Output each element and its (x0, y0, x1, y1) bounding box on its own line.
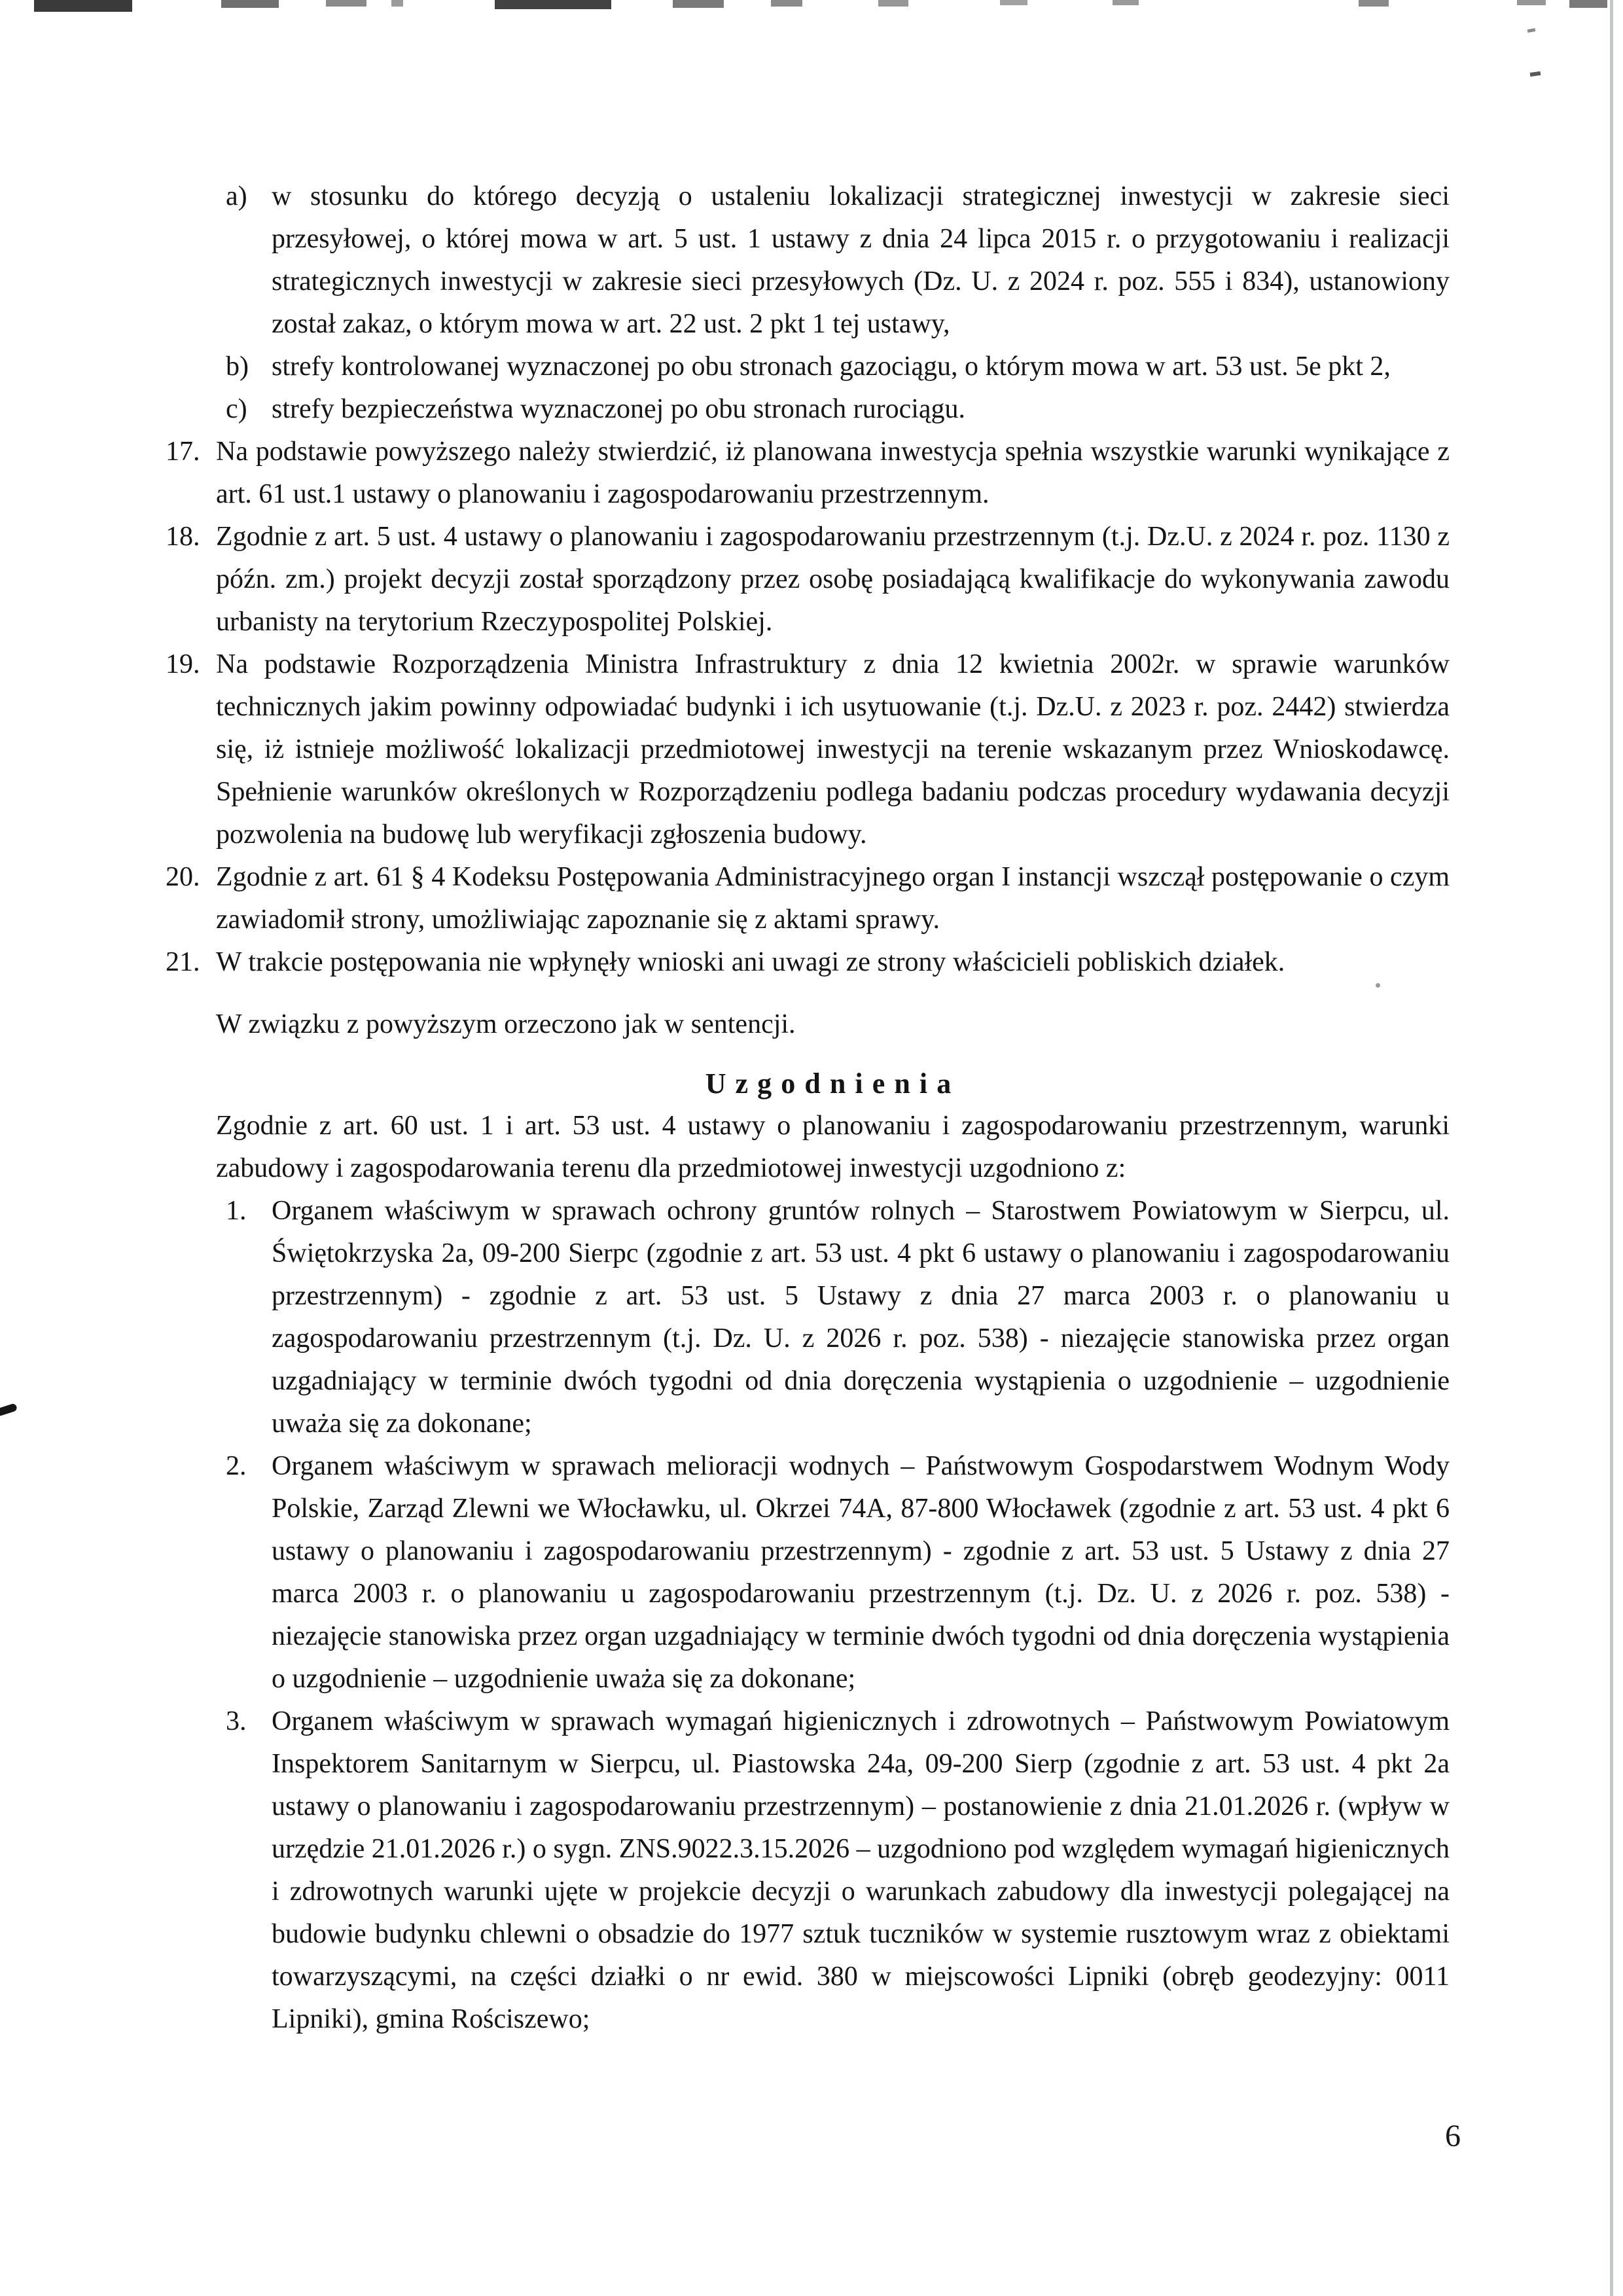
list-item-19 (166, 643, 1450, 856)
agreement-item-2-text: Organem właściwym w sprawach melioracji wodnych – Państwowym Gospodarstwem Wodnym Wody Polskie, Zarząd Zlewni we Włocławku, ul. Okrzei 74A, 87-800 Włocławek (zgodnie z art. 53 ust. 4 pkt 6 ustawy o planowaniu i zagospodarowaniu przestrzennym) - zgodnie z art. 53 ust. 5 Ustawy z dnia 27 marca 2003 r. o planowaniu u zagospodarowaniu przestrzennym (t.j. Dz. U. z 2026 r. poz. 538) - niezajęcie stanowiska przez organ uzgadniający w terminie dwóch tygodni od dnia doręczenia wystąpienia o uzgodnienie – uzgodnienie uważa się za dokonane; (272, 1451, 1450, 1694)
section-heading: Uzgodnienia (705, 1067, 961, 1100)
list-item-17-marker: 17. (166, 437, 200, 467)
list-item-19-text: Na podstawie Rozporządzenia Ministra Infrastruktury z dnia 12 kwietnia 2002r. w sprawie warunków technicznych jakim powinny odpowiadać budynki i ich usytuowanie (t.j. Dz.U. z 2023 r. poz. 2442) stwierdza się, iż istnieje możliwość lokalizacji przedmiotowej inwestycji na terenie wskazanym przez Wnioskodawcę. Spełnienie warunków określonych w Rozporządzeniu podlega badaniu podczas procedury wydawania decyzji pozwolenia na budowę lub weryfikacji zgłoszenia budowy. (216, 649, 1450, 850)
document-body (166, 175, 1450, 2041)
scan-speck (1527, 28, 1536, 33)
list-item-19-marker: 19. (166, 649, 200, 679)
scan-artifact-left-mark (0, 1403, 18, 1416)
agreement-item-2 (216, 1445, 1450, 1700)
scan-dash (1359, 0, 1389, 7)
list-item-18 (166, 516, 1450, 643)
scan-dash (221, 0, 279, 8)
agreement-item-1-text: Organem właściwym w sprawach ochrony gruntów rolnych – Starostwem Powiatowym w Sierpcu, ul. Świętokrzyska 2a, 09-200 Sierpc (zgodnie z art. 53 ust. 4 pkt 6 ustawy o planowaniu i zagospodarowaniu przestrzennym) - zgodnie z art. 53 ust. 5 Ustawy z dnia 27 marca 2003 r. o planowaniu u zagospodarowaniu przestrzennym (t.j. Dz. U. z 2026 r. poz. 538) - niezajęcie stanowiska przez organ uzgadniający w terminie dwóch tygodni od dnia doręczenia wystąpienia o uzgodnienie – uzgodnienie uważa się za dokonane; (272, 1196, 1450, 1439)
agreement-item-2-marker: 2. (226, 1451, 247, 1481)
list-item-18-text: Zgodnie z art. 5 ust. 4 ustawy o planowaniu i zagospodarowaniu przestrzennym (t.j. Dz.U. z 2024 r. poz. 1130 z późn. zm.) projekt decyzji został sporządzony przez osobę posiadającą kwalifikacje do wykonywania zawodu urbanisty na terytorium Rzeczypospolitej Polskiej. (216, 522, 1450, 637)
intro-paragraph: Zgodnie z art. 60 ust. 1 i art. 53 ust. 4 ustawy o planowaniu i zagospodarowaniu przestrzennym, warunki zabudowy i zagospodarowania terenu dla przedmiotowej inwestycji uzgodniono z: (216, 1111, 1450, 1183)
agreement-item-3-text: Organem właściwym w sprawach wymagań higienicznych i zdrowotnych – Państwowym Powiatowym Inspektorem Sanitarnym w Sierpcu, ul. Piastowska 24a, 09-200 Sierp (zgodnie z art. 53 ust. 4 pkt 2a ustawy o planowaniu i zagospodarowaniu przestrzennym) – postanowienie z dnia 21.01.2026 r. (wpływ w urzędzie 21.01.2026 r.) o sygn. ZNS.9022.3.15.2026 – uzgodniono pod względem wymagań higienicznych i zdrowotnych warunki ujęte w projekcie decyzji o warunkach zabudowy dla inwestycji polegającej na budowie budynku chlewni o obsadzie do 1977 sztuk tuczników w systemie rusztowym wraz z obiektami towarzyszącymi, na części działki o nr ewid. 380 w miejscowości Lipniki (obręb geodezyjny: 0011 Lipniki), gmina Rościszewo; (272, 1706, 1450, 2034)
scan-artifact-right-edge-line (1610, 0, 1613, 2296)
list-item-20 (166, 856, 1450, 941)
agreement-item-3-marker: 3. (226, 1706, 247, 1736)
list-item-c-text: strefy bezpieczeństwa wyznaczonej po obu stronach rurociągu. (272, 394, 966, 424)
list-item-21-marker: 21. (166, 947, 200, 977)
scan-dash (34, 0, 132, 12)
scan-dash (1569, 0, 1607, 8)
list-item-a (216, 175, 1450, 346)
list-item-17 (166, 431, 1450, 516)
list-item-20-marker: 20. (166, 862, 200, 892)
list-item-21 (166, 941, 1450, 984)
scan-dash (1517, 0, 1546, 5)
scan-dash (391, 0, 403, 7)
page-number: 6 (1445, 2119, 1461, 2153)
list-item-b-marker: b) (226, 351, 249, 382)
list-item-21-text: W trakcie postępowania nie wpłynęły wnioski ani uwagi ze strony właścicieli pobliskich działek. (216, 947, 1285, 977)
scan-dash (1000, 0, 1027, 5)
scan-dash (495, 0, 611, 9)
scan-dash (326, 0, 366, 7)
agreement-item-1 (216, 1190, 1450, 1445)
scan-dash (673, 0, 724, 8)
list-item-18-marker: 18. (166, 522, 200, 552)
scan-dash (878, 0, 908, 7)
list-item-c-marker: c) (226, 394, 247, 424)
list-item-a-marker: a) (226, 181, 247, 211)
agreement-item-3 (216, 1700, 1450, 2041)
list-item-b (216, 346, 1450, 388)
list-item-a-text: w stosunku do którego decyzją o ustaleniu lokalizacji strategicznej inwestycji w zakresie sieci przesyłowej, o której mowa w art. 5 ust. 1 ustawy z dnia 24 lipca 2015 r. o przygotowaniu i realizacji strategicznych inwestycji w zakresie sieci przesyłowych (Dz. U. z 2024 r. poz. 555 i 834), ustanowiony został zakaz, o którym mowa w art. 22 ust. 2 pkt 1 tej ustawy, (272, 181, 1450, 339)
list-item-c (216, 388, 1450, 431)
list-item-20-text: Zgodnie z art. 61 § 4 Kodeksu Postępowania Administracyjnego organ I instancji wszczął postępowanie o czym zawiadomił strony, umożliwiając zapoznanie się z aktami sprawy. (216, 862, 1450, 935)
scan-speck (1530, 71, 1541, 77)
list-item-17-text: Na podstawie powyższego należy stwierdzić, iż planowana inwestycja spełnia wszystkie warunki wynikające z art. 61 ust.1 ustawy o planowaniu i zagospodarowaniu przestrzennym. (216, 437, 1450, 509)
agreement-item-1-marker: 1. (226, 1196, 247, 1226)
list-item-b-text: strefy kontrolowanej wyznaczonej po obu stronach gazociągu, o którym mowa w art. 53 ust. 5e pkt 2, (272, 351, 1391, 382)
closing-paragraph: W związku z powyższym orzeczono jak w sentencji. (216, 1009, 796, 1039)
scan-dash (771, 0, 802, 7)
scan-dash (1113, 0, 1139, 5)
